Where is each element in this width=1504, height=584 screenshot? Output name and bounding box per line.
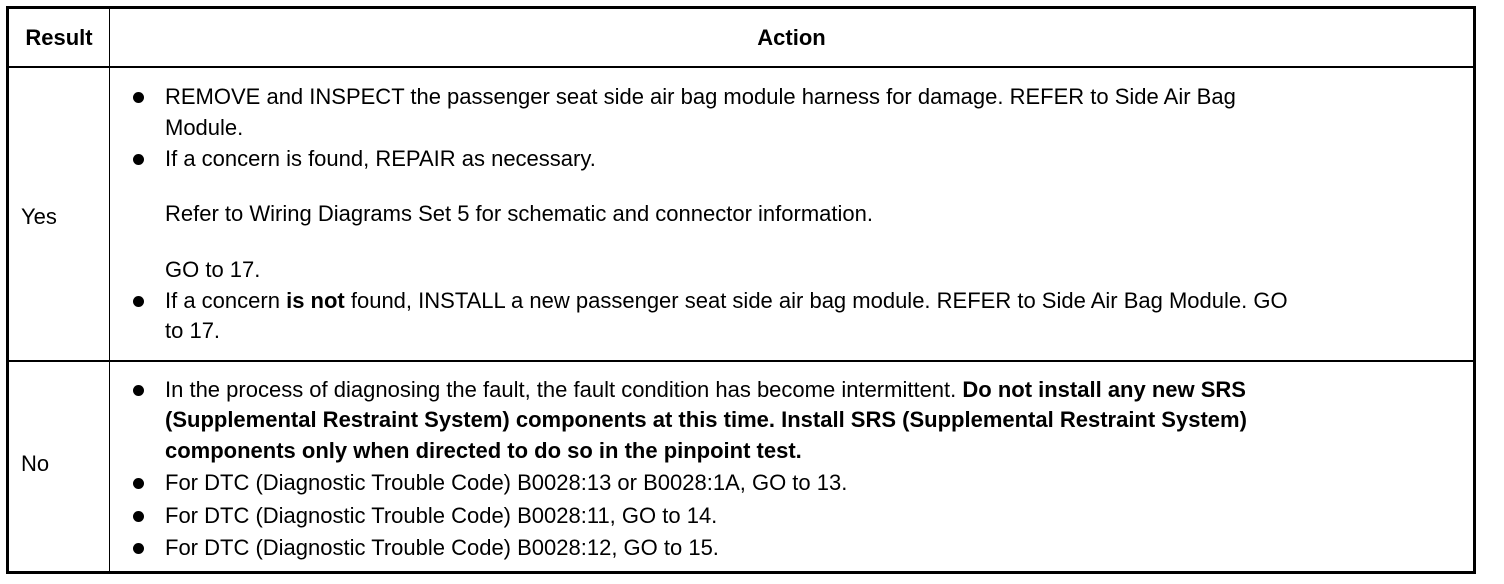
yes-item-5-post: found, INSTALL a new passenger seat side air bag module. REFER to Side Air Bag Module. GO <box>344 288 1288 313</box>
bullet-icon <box>133 92 144 103</box>
no-item-4: For DTC (Diagnostic Trouble Code) B0028:12, GO to 15. <box>165 535 719 560</box>
bullet-icon <box>133 154 144 165</box>
no-item-1-line-2 <box>165 405 1247 435</box>
result-yes: Yes <box>21 204 57 229</box>
result-no: No <box>21 451 50 476</box>
no-item-3: For DTC (Diagnostic Trouble Code) B0028:11, GO to 14. <box>165 503 718 528</box>
bullet-icon <box>133 296 144 307</box>
header-result: Result <box>25 25 93 50</box>
column-divider <box>109 9 110 571</box>
yes-item-5-line-2: to 17. <box>165 318 221 343</box>
no-item-1-bold: Do not install any new SRS <box>962 377 1246 402</box>
no-item-1-bold-2: (Supplemental Restraint System) components at this time. Install SRS (Supplemental Restraint System) <box>165 407 1247 432</box>
yes-item-5-line-1 <box>165 286 1288 316</box>
no-item-1-line-3 <box>165 436 802 466</box>
yes-item-5-pre: If a concern <box>165 288 287 313</box>
yes-item-1-line-1: REMOVE and INSPECT the passenger seat side air bag module harness for damage. REFER to Side Air Bag <box>165 84 1236 109</box>
bullet-icon <box>133 543 144 554</box>
header-action: Action <box>757 25 826 50</box>
no-item-2: For DTC (Diagnostic Trouble Code) B0028:13 or B0028:1A, GO to 13. <box>165 470 848 495</box>
no-item-1-bold-3: components only when directed to do so in the pinpoint test. <box>165 438 802 463</box>
bullet-icon <box>133 511 144 522</box>
yes-item-5-bold: is not <box>286 288 345 313</box>
yes-item-1-line-2: Module. <box>165 115 244 140</box>
yes-paragraph-goto: GO to 17. <box>165 257 261 282</box>
no-item-1-line-1 <box>165 375 1246 405</box>
no-item-1-plain: In the process of diagnosing the fault, the fault condition has become intermittent. <box>165 377 963 402</box>
yes-paragraph-wiring: Refer to Wiring Diagrams Set 5 for schematic and connector information. <box>165 201 873 226</box>
bullet-icon <box>133 385 144 396</box>
row-divider <box>9 360 1473 362</box>
table-header <box>9 9 1473 68</box>
yes-item-2: If a concern is found, REPAIR as necessary. <box>165 146 596 171</box>
bullet-icon <box>133 478 144 489</box>
